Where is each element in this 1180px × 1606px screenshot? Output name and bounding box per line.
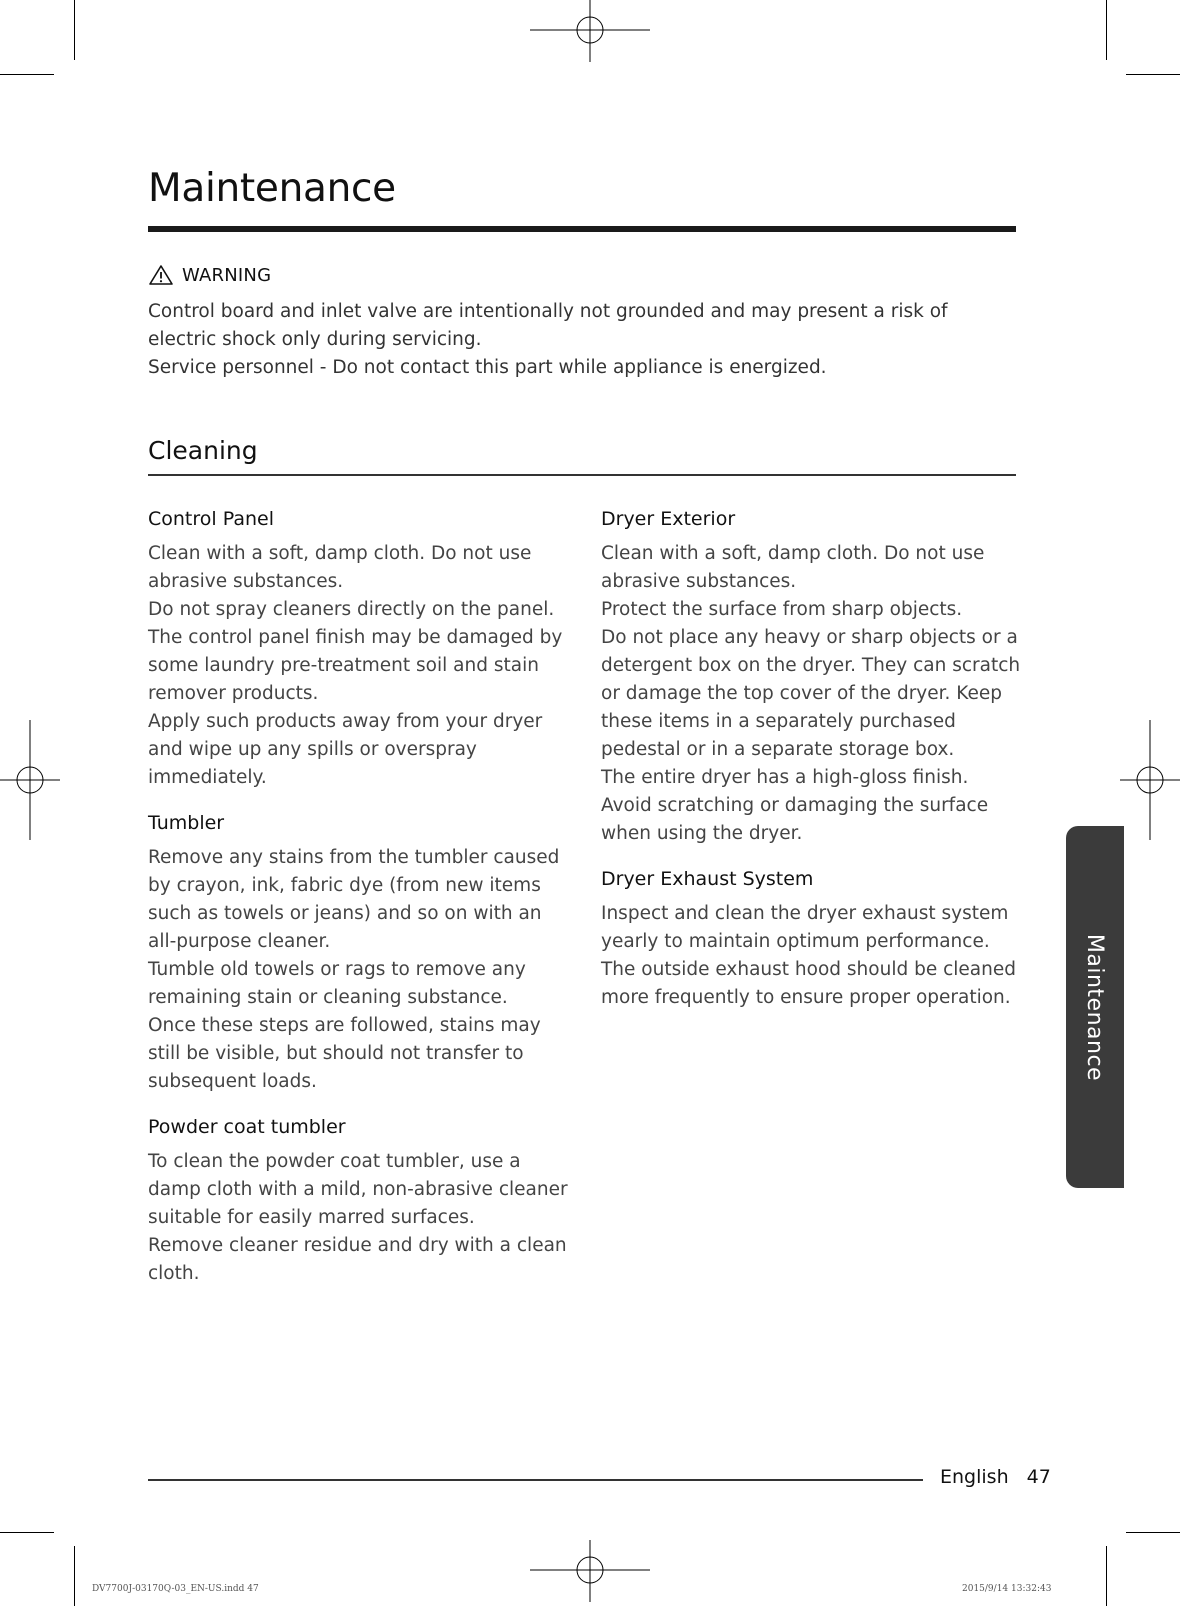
subsection-heading-dryer-exterior: Dryer Exterior: [601, 508, 736, 530]
page-number: 47: [1026, 1466, 1051, 1488]
body-line: The outside exhaust hood should be cleaned more frequently to ensure proper operation.: [601, 959, 1016, 1008]
body-line: To clean the powder coat tumbler, use a damp cloth with a mild, non-abrasive cleaner suitable for easily marred surfaces.: [148, 1151, 568, 1228]
warning-line: Control board and inlet valve are intentionally not grounded and may present a risk of electric shock only during servicing.: [148, 301, 948, 350]
subsection-heading-powder-coat: Powder coat tumbler: [148, 1116, 346, 1138]
crop-mark: [0, 1532, 54, 1533]
body-line: The entire dryer has a high-gloss finish. Avoid scratching or damaging the surface when using the dryer.: [601, 767, 989, 844]
registration-mark-left: [0, 720, 60, 840]
body-line: Clean with a soft, damp cloth. Do not use abrasive substances.: [601, 543, 985, 592]
body-line: The control panel finish may be damaged by some laundry pre-treatment soil and stain remover products.: [148, 627, 563, 704]
warning-icon: [148, 264, 174, 286]
crop-mark: [74, 1546, 75, 1606]
registration-mark-right: [1120, 720, 1180, 840]
crop-mark: [1126, 1532, 1180, 1533]
body-line: Remove any stains from the tumbler caused by crayon, ink, fabric dye (from new items such as towels or jeans) and so on with an all-purpose cleaner.: [148, 847, 560, 952]
side-tab-label: Maintenance: [1082, 933, 1108, 1081]
warning-text: [148, 298, 1008, 382]
warning-label: WARNING: [182, 264, 272, 286]
subsection-heading-control-panel: Control Panel: [148, 508, 274, 530]
crop-mark: [74, 0, 75, 60]
subsection-body-powder-coat: [148, 1148, 568, 1288]
side-tab-label-wrap: [1066, 826, 1124, 1188]
subsection-body-dryer-exterior: [601, 540, 1021, 848]
subsection-body-tumbler: [148, 844, 568, 1096]
page-title: Maintenance: [148, 166, 396, 211]
slug-datetime: 2015/9/14 13:32:43: [962, 1584, 1052, 1594]
section-rule: [148, 474, 1016, 476]
body-line: Do not place any heavy or sharp objects or a detergent box on the dryer. They can scratch or damage the top cover of the dryer. Keep these items in a separately purchased pedestal or in a separate storage box.: [601, 627, 1021, 760]
body-line: Tumble old towels or rags to remove any remaining stain or cleaning substance.: [148, 959, 526, 1008]
warning-line: Service personnel - Do not contact this part while appliance is energized.: [148, 357, 827, 378]
body-line: Inspect and clean the dryer exhaust system yearly to maintain optimum performance.: [601, 903, 1009, 952]
right-column: [601, 506, 1021, 1030]
footer-language: English: [940, 1466, 1009, 1488]
body-line: Once these steps are followed, stains may still be visible, but should not transfer to subsequent loads.: [148, 1015, 541, 1092]
subsection-heading-tumbler: Tumbler: [148, 812, 225, 834]
warning-heading: [148, 264, 271, 286]
footer-rule: [148, 1479, 923, 1481]
registration-mark-top: [530, 0, 650, 62]
section-title: Cleaning: [148, 436, 258, 465]
body-line: Protect the surface from sharp objects.: [601, 599, 963, 620]
body-line: Do not spray cleaners directly on the panel.: [148, 599, 555, 620]
crop-mark: [1106, 1546, 1107, 1606]
crop-mark: [0, 74, 54, 75]
slug-file: DV7700J-03170Q-03_EN-US.indd 47: [92, 1584, 259, 1594]
body-line: Clean with a soft, damp cloth. Do not use abrasive substances.: [148, 543, 532, 592]
subsection-body-control-panel: [148, 540, 568, 792]
crop-mark: [1106, 0, 1107, 60]
subsection-heading-exhaust-system: Dryer Exhaust System: [601, 868, 814, 890]
registration-mark-bottom: [530, 1540, 650, 1602]
footer: [940, 1466, 1051, 1488]
body-line: Remove cleaner residue and dry with a clean cloth.: [148, 1235, 567, 1284]
left-column: [148, 506, 568, 1306]
crop-mark: [1126, 74, 1180, 75]
body-line: Apply such products away from your dryer and wipe up any spills or overspray immediately.: [148, 711, 543, 788]
title-rule: [148, 226, 1016, 232]
subsection-body-exhaust-system: [601, 900, 1021, 1012]
